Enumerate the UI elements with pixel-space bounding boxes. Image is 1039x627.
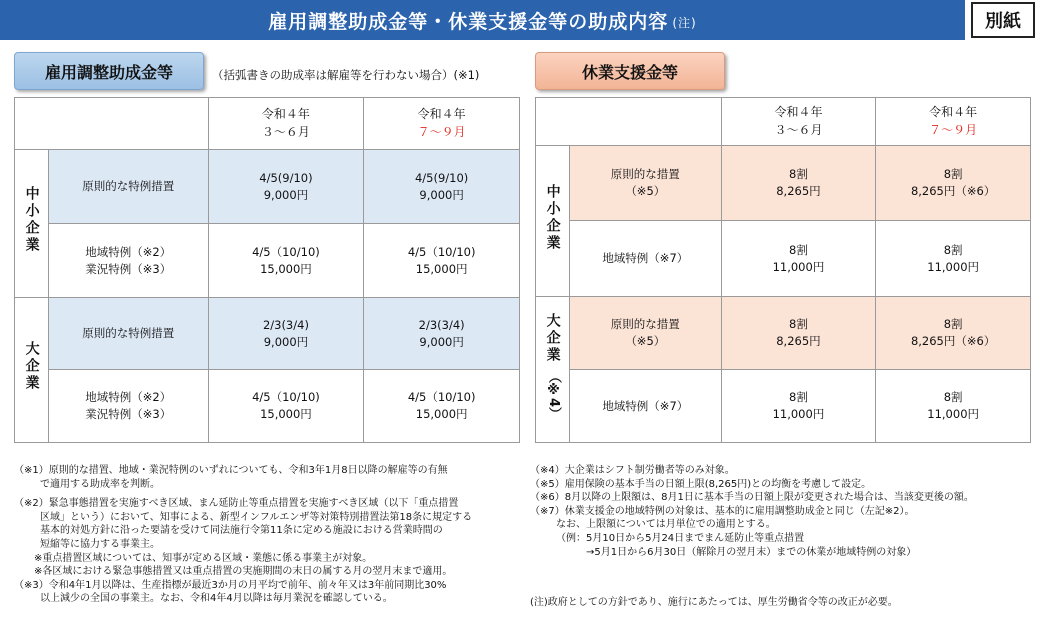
table-cell — [364, 298, 520, 370]
cell-rate: 8割 — [789, 390, 808, 405]
row-label — [48, 298, 208, 370]
cell-amount: 8,265円（※6） — [910, 334, 996, 348]
table-cell — [721, 146, 876, 221]
right-section-label: 休業支援金等 — [535, 52, 725, 90]
row-label-line1: 原則的な特例措置 — [82, 326, 175, 341]
row-label — [569, 221, 721, 297]
right-group-large-label: 大企業 — [544, 312, 561, 364]
table-row — [15, 298, 520, 370]
cell-rate: 8割 — [943, 317, 963, 332]
left-footnotes — [14, 464, 524, 606]
row-label-line2: （※5） — [625, 184, 666, 198]
row-label-line2: 業況特例（※3） — [85, 261, 172, 276]
cell-rate: 8割 — [943, 167, 963, 182]
cell-rate: 8割 — [789, 317, 808, 332]
footnote-2-cont: 基本的対処方針に沿った要請を受けて同法施行令第11条に定める施設における営業時間の — [40, 525, 443, 537]
cell-rate: 2/3(3/4) — [418, 317, 465, 332]
row-label-line2: 業況特例（※3） — [85, 407, 172, 421]
row-label-line1: 原則的な特例措置 — [82, 179, 175, 194]
cell-amount: 15,000円 — [415, 407, 468, 421]
left-section-note: （括弧書きの助成率は解雇等を行わない場合）(※1) — [212, 68, 480, 82]
row-label-line1: 原則的な措置 — [610, 317, 680, 332]
table-cell — [721, 370, 876, 443]
table-cell — [364, 150, 520, 224]
cell-amount: 9,000円 — [419, 187, 464, 202]
right-col-header-2 — [876, 98, 1031, 146]
cell-amount: 8,265円（※6） — [910, 184, 996, 198]
table-cell — [876, 221, 1031, 297]
page-title-note: (注) — [672, 15, 697, 30]
cell-amount: 11,000円 — [927, 259, 980, 274]
cell-amount: 11,000円 — [772, 259, 825, 274]
cell-amount: 8,265円 — [776, 184, 821, 198]
footnote-2-sub: ※重点措置区域については、知事が定める区域・業態に係る事業主が対象。 — [34, 552, 373, 564]
cell-rate: 8割 — [789, 167, 808, 182]
row-label-line1: 地域特例（※7） — [602, 398, 689, 413]
right-support-table — [535, 97, 1031, 443]
table-cell — [876, 146, 1031, 221]
cell-rate: 4/5(9/10) — [414, 170, 469, 185]
footnote-2-cont: 短縮等に協力する事業主。 — [40, 538, 160, 550]
footnote-6: （※6）8月以降の上限額は、8月1日に基本手当の日額上限が変更された場合は、当該変更後の額。 — [530, 492, 974, 504]
cell-amount: 9,000円 — [263, 187, 309, 202]
footnote-7-example: （例：5月10日から5月24日までまん延防止等重点措置 — [556, 532, 805, 544]
footnote-1: （※1）原則的な措置、地域・業況特例のいずれについても、令和3年1月8日以降の解雇等の有無 — [14, 465, 448, 476]
cell-rate: 2/3(3/4) — [262, 317, 309, 332]
cell-rate: 8割 — [943, 390, 963, 405]
right-group-sme — [536, 146, 570, 297]
footnote-2-sub: ※各区域における緊急事態措置又は重点措置の実施期間の末日の属する月の翌月末まで適用。 — [34, 566, 453, 578]
row-label — [48, 370, 208, 443]
cell-rate: 4/5(9/10) — [259, 170, 313, 185]
final-note: (注)政府としての方針であり、施行にあたっては、厚生労働省令等の改正が必要。 — [530, 597, 898, 608]
left-col-header-1 — [208, 98, 364, 150]
cell-rate: 4/5（10/10) — [252, 390, 320, 405]
left-corner-cell — [15, 98, 209, 150]
table-row — [536, 297, 1031, 370]
table-row — [15, 150, 520, 224]
table-cell — [208, 370, 364, 443]
left-section-label: 雇用調整助成金等 — [14, 52, 204, 90]
table-cell — [208, 298, 364, 370]
footnote-1-cont: で適用する助成率を判断。 — [40, 478, 160, 490]
footnote-5: （※5）雇用保険の基本手当の日額上限(8,265円)との均衡を考慮して設定。 — [530, 478, 872, 490]
row-label — [569, 146, 721, 221]
footnote-7-cont: なお、上限額については月単位での適用とする。 — [556, 519, 776, 531]
right-col2-line2: ７～９月 — [929, 122, 978, 137]
right-footnotes — [530, 464, 1035, 559]
cell-amount: 9,000円 — [419, 334, 464, 349]
footnote-3: （※3）令和4年1月以降は、生産指標が最近3か月の月平均で前年、前々年又は3年前同期比30% — [14, 579, 447, 591]
table-row — [536, 146, 1031, 221]
left-col2-line1: 令和４年 — [417, 107, 466, 122]
footnote-7: （※7）休業支援金の地域特例の対象は、基本的に雇用調整助成金と同じ（左記※2）。 — [530, 505, 915, 517]
left-group-large — [15, 298, 49, 443]
right-col2-line1: 令和４年 — [929, 105, 978, 120]
right-col1-line1: 令和４年 — [774, 105, 823, 120]
page-title: 雇用調整助成金等・休業支援金等の助成内容 — [268, 10, 669, 33]
footnote-4: （※4）大企業はシフト制労働者等のみ対象。 — [530, 465, 735, 476]
row-label-line1: 地域特例（※2） — [85, 390, 172, 405]
right-corner-cell — [536, 98, 722, 146]
row-label-line1: 原則的な措置 — [610, 167, 680, 182]
cell-amount: 11,000円 — [927, 407, 980, 421]
left-col2-line2: ７～９月 — [417, 124, 466, 139]
cell-amount: 11,000円 — [772, 407, 825, 421]
table-cell — [364, 370, 520, 443]
cell-rate: 4/5（10/10) — [407, 244, 476, 259]
left-group-large-label: 大企業 — [23, 341, 40, 393]
left-group-sme — [15, 150, 49, 298]
right-col-header-1 — [721, 98, 876, 146]
cell-amount: 8,265円 — [776, 334, 821, 348]
cell-rate: 8割 — [943, 242, 963, 257]
row-label — [569, 297, 721, 370]
footnote-7-example-cont: →5月1日から6月30日（解除月の翌月末）までの休業が地域特例の対象） — [586, 546, 917, 558]
left-col1-line2: ３～６月 — [261, 124, 310, 139]
footnote-2-cont: 区域」という）において、知事による、新型インフルエンザ等対策特別措置法第18条に規定する — [40, 511, 473, 523]
right-group-large-note: （※4） — [545, 369, 561, 421]
row-label — [48, 150, 208, 224]
table-cell — [721, 297, 876, 370]
right-group-sme-label: 中小企業 — [544, 183, 561, 252]
right-group-large — [536, 297, 570, 443]
cell-rate: 4/5（10/10) — [252, 244, 320, 259]
table-row — [536, 370, 1031, 443]
table-row — [15, 224, 520, 298]
row-label — [48, 224, 208, 298]
cell-amount: 9,000円 — [263, 334, 309, 349]
table-cell — [364, 224, 520, 298]
table-cell — [876, 370, 1031, 443]
left-col-header-2 — [364, 98, 520, 150]
table-row — [15, 370, 520, 443]
row-label-line1: 地域特例（※7） — [602, 251, 689, 266]
table-row — [536, 221, 1031, 297]
cell-rate: 8割 — [789, 242, 808, 257]
footnote-3-cont: 以上減少の全国の事業主。なお、令和4年4月以降は毎月業況を確認している。 — [40, 593, 393, 605]
left-col1-line1: 令和４年 — [261, 107, 310, 122]
left-group-sme-label: 中小企業 — [23, 186, 40, 255]
right-col1-line2: ３～６月 — [774, 122, 823, 137]
row-label-line2: （※5） — [625, 334, 666, 348]
table-cell — [876, 297, 1031, 370]
cell-amount: 15,000円 — [415, 261, 468, 276]
cell-amount: 15,000円 — [260, 407, 312, 421]
table-cell — [208, 224, 364, 298]
cell-rate: 4/5（10/10) — [407, 390, 476, 405]
row-label-line1: 地域特例（※2） — [85, 244, 172, 259]
table-cell — [208, 150, 364, 224]
left-subsidy-table — [14, 97, 520, 443]
annex-label: 別紙 — [971, 2, 1035, 38]
table-cell — [721, 221, 876, 297]
row-label — [569, 370, 721, 443]
footnote-2: （※2）緊急事態措置を実施すべき区域、まん延防止等重点措置を実施すべき区域（以下「重点措置 — [14, 498, 459, 510]
page-title-bar — [0, 0, 965, 40]
cell-amount: 15,000円 — [260, 261, 312, 276]
